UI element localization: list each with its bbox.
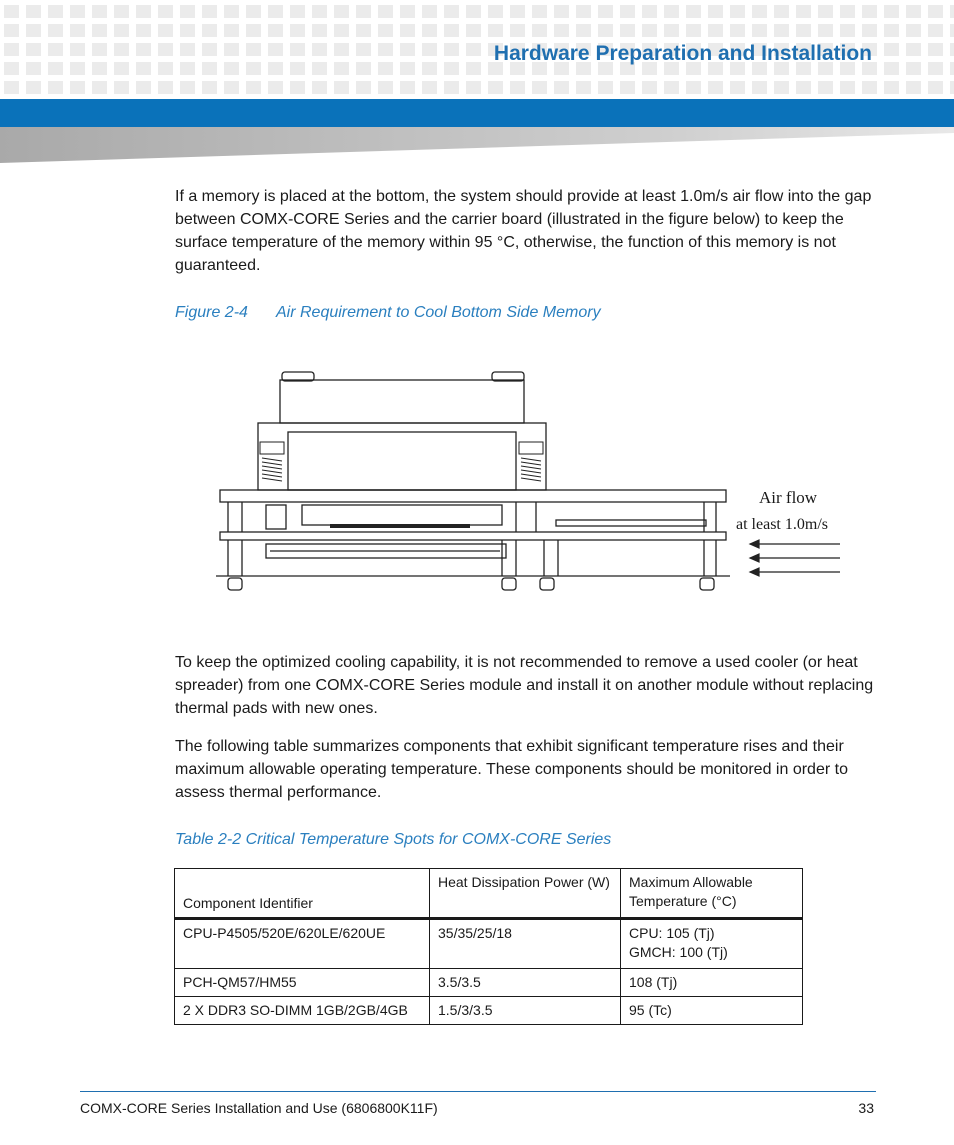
header-dot	[884, 43, 899, 56]
header-dot	[158, 81, 173, 94]
header-dot	[158, 43, 173, 56]
header-dot	[884, 24, 899, 37]
header-dot	[884, 81, 899, 94]
header-dot	[268, 81, 283, 94]
header-dot	[4, 5, 19, 18]
header-dot	[488, 24, 503, 37]
header-dot	[114, 62, 129, 75]
header-dot	[268, 62, 283, 75]
paragraph-cooler: To keep the optimized cooling capability, it is not recommended to remove a used cooler (or heat spreader) from one COMX-CORE Series module and install it on another module without replacing thermal pads with new ones.	[175, 654, 874, 717]
cell-power: 3.5/3.5	[430, 969, 621, 997]
header-dot	[4, 43, 19, 56]
header-dot	[4, 24, 19, 37]
header-dot	[4, 62, 19, 75]
header-dot	[378, 24, 393, 37]
carrier-board	[216, 532, 730, 590]
table-row	[175, 919, 803, 969]
header-dot	[642, 5, 657, 18]
header-dot	[444, 24, 459, 37]
header-dot	[202, 62, 217, 75]
header-dot	[862, 81, 877, 94]
header-dot	[730, 81, 745, 94]
section-title: Hardware Preparation and Installation	[493, 42, 872, 65]
header-dot	[356, 43, 371, 56]
header-dot	[378, 43, 393, 56]
header-dot	[620, 24, 635, 37]
header-dot	[862, 24, 877, 37]
header-dot	[818, 24, 833, 37]
header-dot	[334, 5, 349, 18]
header-dot	[48, 62, 63, 75]
header-dot	[686, 24, 701, 37]
header-dot	[510, 81, 525, 94]
header-dot	[378, 62, 393, 75]
header-dot	[950, 5, 954, 18]
header-dot	[136, 43, 151, 56]
header-dot	[356, 24, 371, 37]
header-band	[0, 99, 954, 127]
cell-power: 1.5/3/3.5	[430, 997, 621, 1025]
header-dot	[400, 24, 415, 37]
header-dot	[884, 5, 899, 18]
header-dot	[26, 43, 41, 56]
header-dot	[70, 24, 85, 37]
header-dot	[114, 81, 129, 94]
header-dot	[334, 43, 349, 56]
header-dot	[180, 81, 195, 94]
header-dot	[224, 62, 239, 75]
header-dot	[92, 81, 107, 94]
table-row	[175, 969, 803, 997]
header-dot	[510, 5, 525, 18]
header-dot	[114, 5, 129, 18]
header-dot	[906, 62, 921, 75]
header-dot	[554, 5, 569, 18]
header-dot	[180, 62, 195, 75]
header-dot	[752, 81, 767, 94]
figure-title: Air Requirement to Cool Bottom Side Memory	[276, 304, 601, 321]
header-dot	[642, 24, 657, 37]
header-dot	[224, 81, 239, 94]
header-dot	[884, 62, 899, 75]
header-dot	[620, 5, 635, 18]
header-max-temp: Maximum Allowable Temperature (°C)	[621, 869, 803, 919]
temperature-table	[174, 868, 803, 1025]
header-dot	[246, 24, 261, 37]
header-dot	[48, 24, 63, 37]
module-board	[220, 490, 726, 532]
header-dot	[268, 5, 283, 18]
header-dot	[180, 43, 195, 56]
header-dot	[796, 24, 811, 37]
header-dot	[356, 81, 371, 94]
header-grey-wedge	[0, 127, 954, 163]
header-dot	[4, 81, 19, 94]
header-dot	[840, 24, 855, 37]
header-dot	[532, 5, 547, 18]
header-dot	[180, 5, 195, 18]
header-dot	[532, 24, 547, 37]
cell-component: CPU-P4505/520E/620LE/620UE	[175, 919, 430, 969]
header-dot	[400, 62, 415, 75]
header-dot	[752, 24, 767, 37]
header-dot	[708, 81, 723, 94]
header-dot	[290, 43, 305, 56]
paragraph-airflow: If a memory is placed at the bottom, the system should provide at least 1.0m/s air flow into the gap between COMX-CORE Series and the carrier board (illustrated in the figure below) to keep the surface temperature of the memory within 95 °C, otherwise, the function of this memory is not guaranteed.	[175, 188, 872, 274]
header-dot	[554, 81, 569, 94]
spring-left	[260, 442, 284, 481]
header-dot	[334, 24, 349, 37]
header-dot	[202, 24, 217, 37]
header-dot	[92, 62, 107, 75]
header-dot	[26, 5, 41, 18]
header-dot	[862, 5, 877, 18]
header-dot	[576, 24, 591, 37]
header-dot	[246, 62, 261, 75]
header-dot	[510, 24, 525, 37]
cell-max-temp: 95 (Tc)	[621, 997, 803, 1025]
header-dot	[268, 24, 283, 37]
header-dot	[356, 5, 371, 18]
header-dot	[136, 24, 151, 37]
header-dot	[642, 81, 657, 94]
header-dot	[488, 81, 503, 94]
paragraph-table-intro: The following table summarizes components that exhibit significant temperature rises and their maximum allowable operating temperature. These components should be monitored in order to assess thermal performance.	[175, 738, 848, 801]
header-dot	[378, 5, 393, 18]
header-dot	[576, 81, 591, 94]
header-component: Component Identifier	[175, 869, 430, 919]
header-dot	[26, 24, 41, 37]
header-dot	[708, 5, 723, 18]
header-dot	[70, 81, 85, 94]
header-dot	[158, 24, 173, 37]
header-dot	[774, 24, 789, 37]
header-power: Heat Dissipation Power (W)	[430, 869, 621, 919]
header-dot	[356, 62, 371, 75]
header-dot	[70, 5, 85, 18]
footer-doc-title: COMX-CORE Series Installation and Use (6806800K11F)	[80, 1100, 438, 1116]
header-dot	[840, 81, 855, 94]
header-dot	[312, 43, 327, 56]
header-dot	[202, 81, 217, 94]
header-dot	[422, 43, 437, 56]
header-dot	[26, 81, 41, 94]
figure-caption	[175, 304, 601, 322]
header-dot	[906, 24, 921, 37]
header-dot	[312, 62, 327, 75]
header-dot	[422, 81, 437, 94]
header-dot	[290, 62, 305, 75]
header-dot	[246, 81, 261, 94]
header-dot	[224, 43, 239, 56]
header-dot	[598, 24, 613, 37]
header-dot	[180, 24, 195, 37]
header-dot	[136, 5, 151, 18]
heatsink	[258, 372, 546, 490]
header-dot	[400, 81, 415, 94]
header-dot	[70, 43, 85, 56]
header-dot	[576, 5, 591, 18]
footer-rule	[80, 1091, 876, 1092]
header-dot	[114, 43, 129, 56]
header-dot	[268, 43, 283, 56]
header-dot	[818, 81, 833, 94]
airflow-label: Air flow	[759, 488, 818, 507]
airflow-arrows	[750, 540, 840, 576]
header-dot	[796, 5, 811, 18]
header-dot	[466, 81, 481, 94]
cell-max-temp-cpu: CPU: 105 (Tj)	[629, 925, 715, 941]
header-dot	[136, 81, 151, 94]
header-dot	[422, 62, 437, 75]
header-dot	[70, 62, 85, 75]
cell-max-temp	[621, 919, 803, 969]
header-dot	[928, 62, 943, 75]
header-dot	[202, 5, 217, 18]
header-dot	[774, 5, 789, 18]
header-dot	[400, 5, 415, 18]
header-dot	[818, 5, 833, 18]
header-dot	[598, 81, 613, 94]
header-dot	[444, 5, 459, 18]
header-dot	[928, 81, 943, 94]
header-dot	[928, 5, 943, 18]
header-dot	[532, 81, 547, 94]
header-dot	[290, 24, 305, 37]
header-dot	[400, 43, 415, 56]
header-dot	[686, 5, 701, 18]
header-dot	[312, 24, 327, 37]
header-dot	[202, 43, 217, 56]
header-dot	[906, 5, 921, 18]
header-dot	[598, 5, 613, 18]
header-dot	[422, 24, 437, 37]
header-dot	[554, 24, 569, 37]
table-header-row	[175, 869, 803, 919]
cell-component: PCH-QM57/HM55	[175, 969, 430, 997]
header-dot	[246, 5, 261, 18]
header-dot	[224, 5, 239, 18]
header-dot	[48, 81, 63, 94]
header-dot	[840, 5, 855, 18]
header-dot	[334, 62, 349, 75]
header-dot	[620, 81, 635, 94]
header-dot	[928, 43, 943, 56]
header-dot	[906, 43, 921, 56]
cell-max-temp-gmch: GMCH: 100 (Tj)	[629, 944, 728, 960]
page-number: 33	[858, 1100, 874, 1116]
header-dot	[290, 5, 305, 18]
airflow-speed-label: at least 1.0m/s	[736, 516, 828, 533]
header-dot	[752, 5, 767, 18]
header-dot	[686, 81, 701, 94]
cell-component: 2 X DDR3 SO-DIMM 1GB/2GB/4GB	[175, 997, 430, 1025]
header-dot	[136, 62, 151, 75]
header-dot	[664, 81, 679, 94]
header-dot	[158, 62, 173, 75]
header-dot	[950, 81, 954, 94]
header-dot	[950, 24, 954, 37]
header-dot	[92, 24, 107, 37]
header-dot	[312, 81, 327, 94]
header-dot	[92, 5, 107, 18]
spring-right	[519, 442, 543, 481]
header-dot	[950, 62, 954, 75]
header-dot	[114, 24, 129, 37]
header-dot	[466, 62, 481, 75]
header-dot	[664, 5, 679, 18]
header-dot	[928, 24, 943, 37]
figure-number: Figure 2-4	[175, 304, 248, 321]
header-dot	[466, 24, 481, 37]
header-dot	[224, 24, 239, 37]
header-dot	[730, 24, 745, 37]
header-dot	[444, 43, 459, 56]
header-dot	[444, 81, 459, 94]
header-dot	[796, 81, 811, 94]
header-dot	[950, 43, 954, 56]
header-dot	[158, 5, 173, 18]
header-dot	[312, 5, 327, 18]
cell-power: 35/35/25/18	[430, 919, 621, 969]
header-dot	[422, 5, 437, 18]
header-dot	[334, 81, 349, 94]
header-dot	[708, 24, 723, 37]
header-dot	[246, 43, 261, 56]
header-dot	[48, 5, 63, 18]
header-dot	[906, 81, 921, 94]
header-dot	[730, 5, 745, 18]
header-dot	[488, 5, 503, 18]
header-dot	[92, 43, 107, 56]
header-dot	[774, 81, 789, 94]
airflow-diagram	[210, 362, 860, 602]
cell-max-temp: 108 (Tj)	[621, 969, 803, 997]
header-dot	[48, 43, 63, 56]
header-dot	[290, 81, 305, 94]
header-dot	[444, 62, 459, 75]
table-caption: Table 2-2 Critical Temperature Spots for COMX-CORE Series	[175, 831, 612, 848]
header-dot	[466, 5, 481, 18]
header-dot	[664, 24, 679, 37]
table-row	[175, 997, 803, 1025]
header-dot	[26, 62, 41, 75]
header-dot	[466, 43, 481, 56]
header-dot	[378, 81, 393, 94]
